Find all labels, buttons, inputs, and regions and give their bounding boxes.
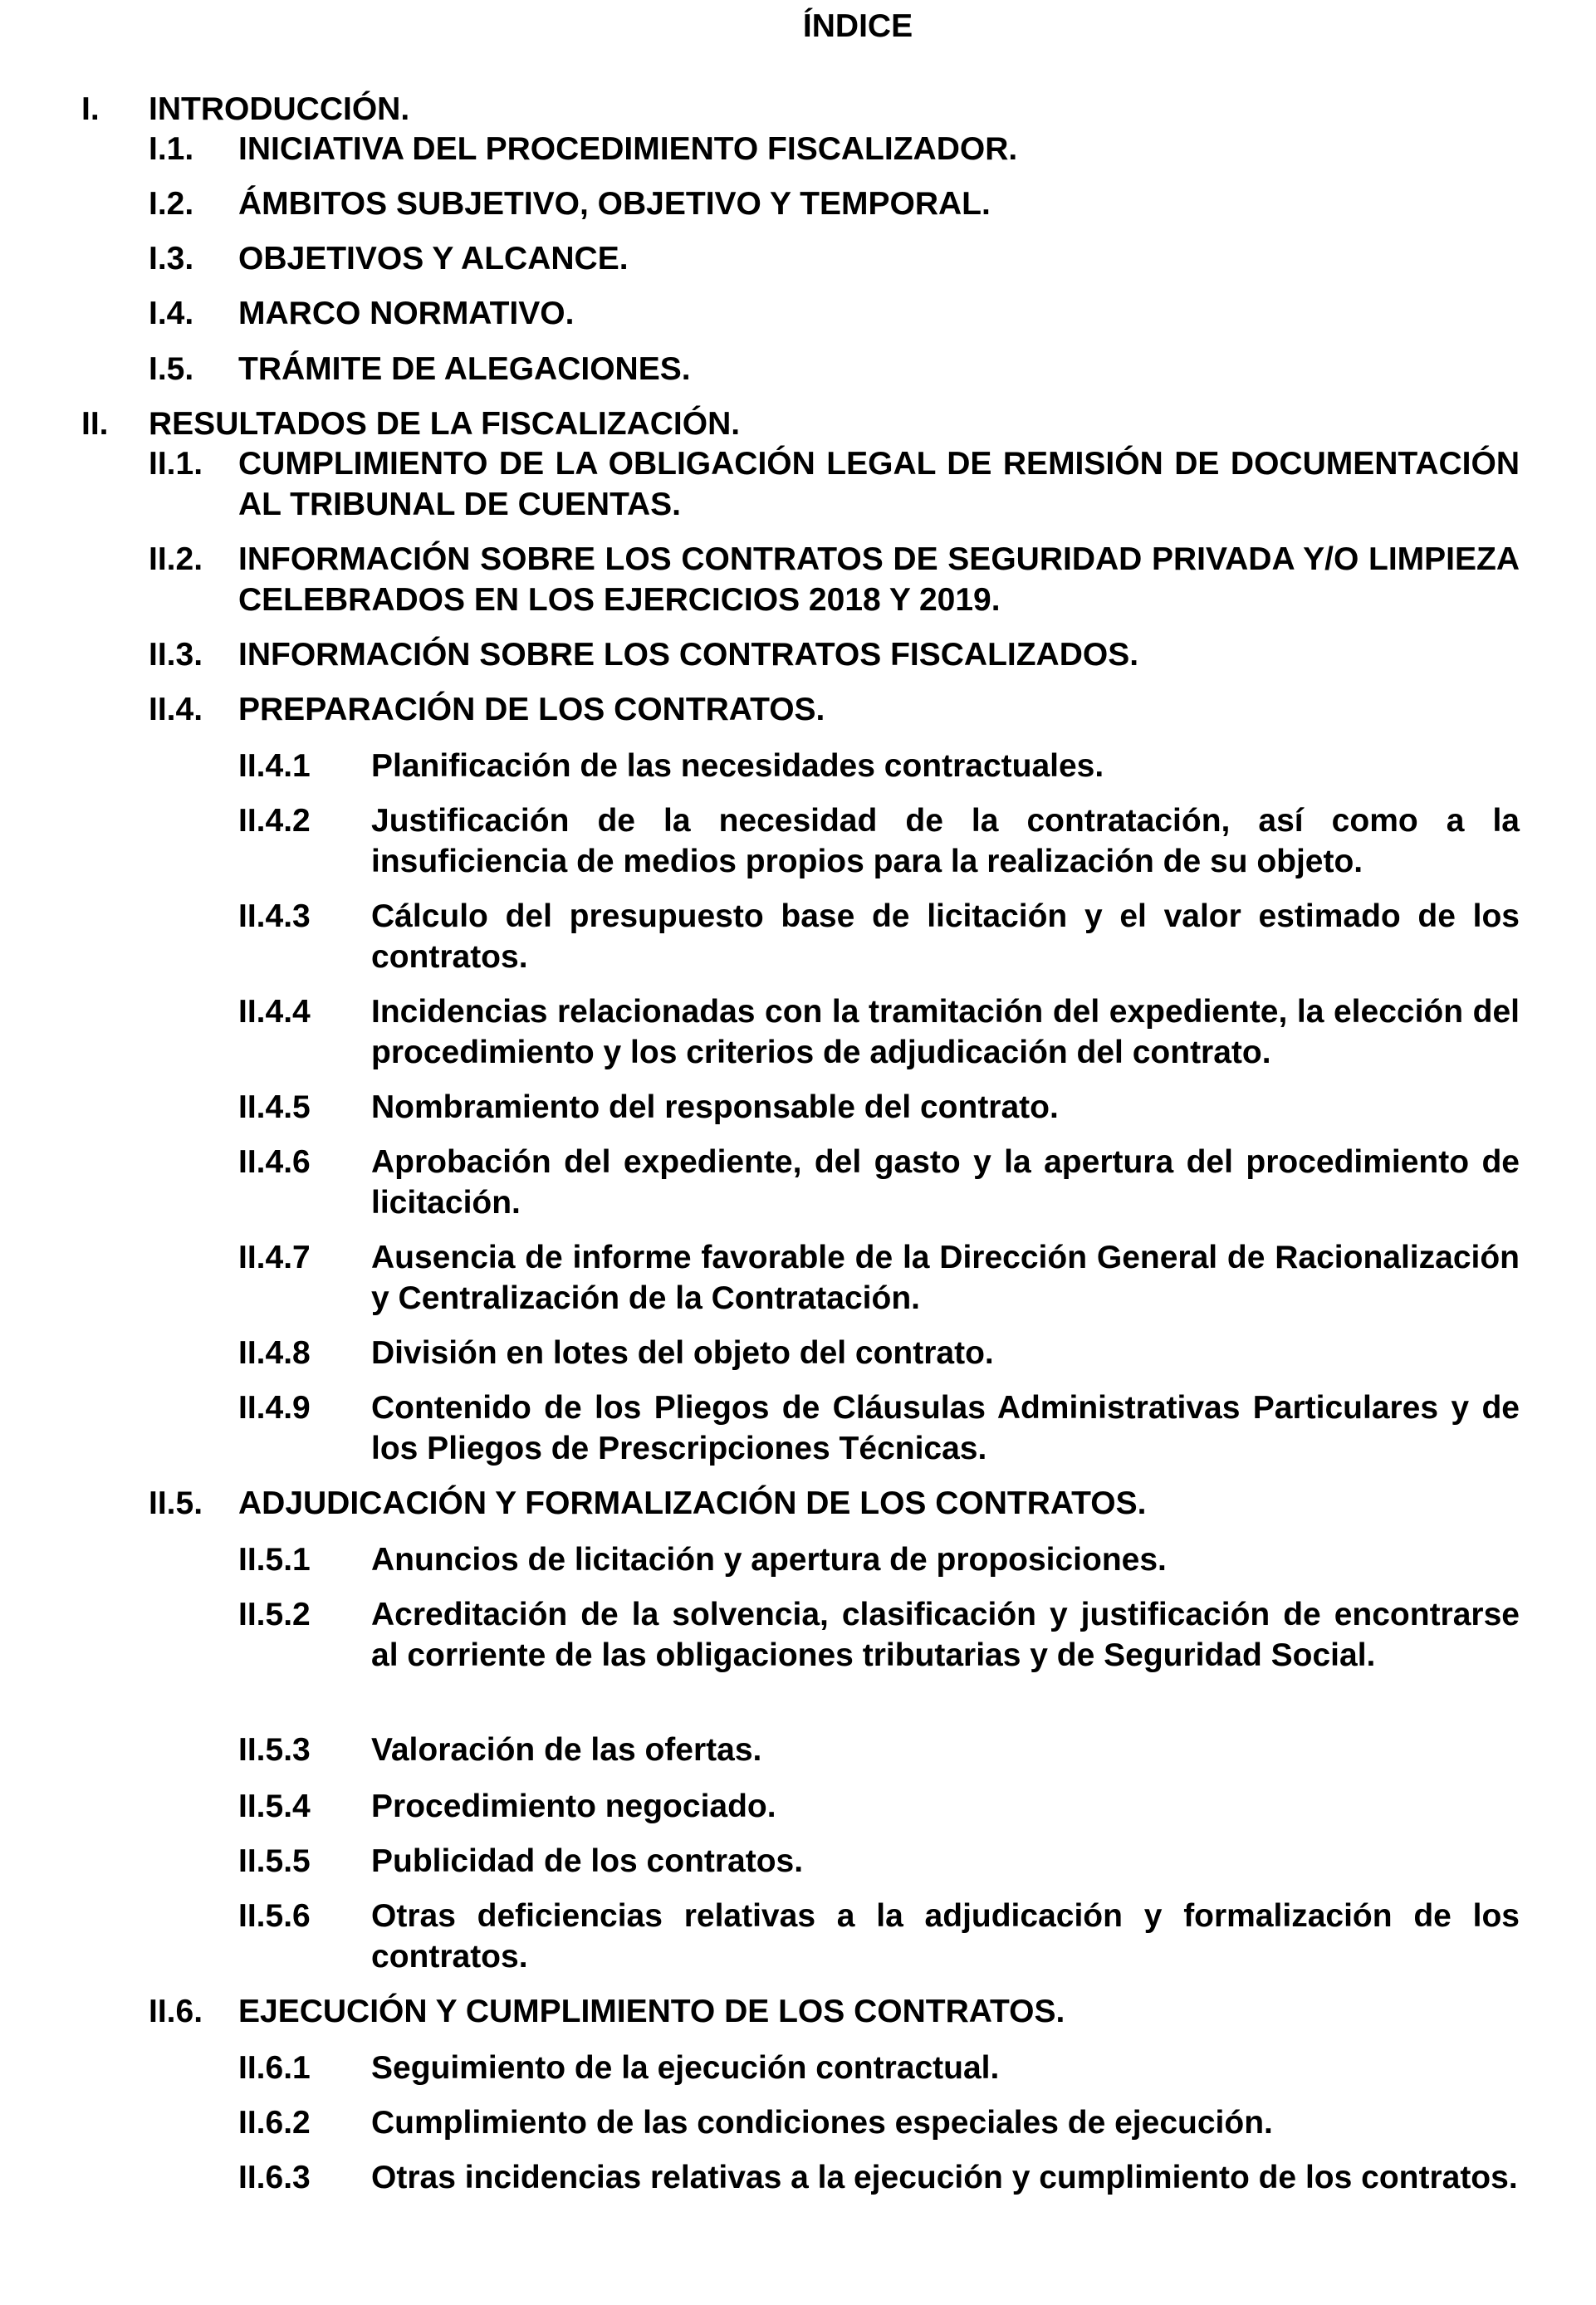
- toc-number: II.3.: [149, 637, 203, 673]
- toc-entry: [238, 1237, 1520, 1319]
- toc-number: II.4.6: [238, 1144, 311, 1180]
- toc-number: II.4.3: [238, 898, 311, 934]
- toc-text: Publicidad de los contratos.: [371, 1843, 804, 1879]
- toc-entry: [149, 293, 1520, 334]
- toc-entry: [238, 2048, 1520, 2088]
- toc-number: II.4.8: [238, 1335, 311, 1371]
- toc-text: Valoración de las ofertas.: [371, 1732, 762, 1768]
- toc-number: II.1.: [149, 446, 203, 482]
- toc-number: II.5.2: [238, 1597, 311, 1632]
- toc-entry: [149, 1483, 1520, 1524]
- toc-text: División en lotes del objeto del contrato.: [371, 1335, 994, 1371]
- toc-number: II.4.5: [238, 1089, 311, 1125]
- toc-number: II.4.: [149, 692, 203, 727]
- toc-entry: [149, 238, 1520, 279]
- toc-number: I.2.: [149, 186, 194, 222]
- toc-text: Aprobación del expediente, del gasto y la apertura del procedimiento de licitación.: [371, 1144, 1520, 1221]
- toc-text: Cumplimiento de las condiciones especiales de ejecución.: [371, 2105, 1273, 2141]
- toc-entry: [238, 1087, 1520, 1128]
- toc-entry: [149, 539, 1520, 620]
- toc-number: II.: [81, 406, 109, 442]
- toc-number: II.4.4: [238, 994, 311, 1030]
- toc-text: Ausencia de informe favorable de la Dirección General de Racionalización y Centralización de la Contratación.: [371, 1240, 1520, 1316]
- toc-text: Anuncios de licitación y apertura de proposiciones.: [371, 1542, 1167, 1578]
- toc-text: CUMPLIMIENTO DE LA OBLIGACIÓN LEGAL DE REMISIÓN DE DOCUMENTACIÓN AL TRIBUNAL DE CUENTAS.: [238, 446, 1520, 522]
- toc-text: TRÁMITE DE ALEGACIONES.: [238, 351, 691, 387]
- toc-number: II.5.1: [238, 1542, 311, 1578]
- toc-number: II.5.4: [238, 1789, 311, 1824]
- toc-text: Incidencias relacionadas con la tramitación del expediente, la elección del procedimiento y los criterios de adjudicación del contrato.: [371, 994, 1520, 1070]
- toc-text: INFORMACIÓN SOBRE LOS CONTRATOS DE SEGURIDAD PRIVADA Y/O LIMPIEZA CELEBRADOS EN LOS EJERCICIOS 2018 Y 2019.: [238, 541, 1520, 618]
- toc-entry: [238, 1142, 1520, 1223]
- toc-number: II.5.3: [238, 1732, 311, 1768]
- toc-entry: [238, 1841, 1520, 1882]
- toc-text: INICIATIVA DEL PROCEDIMIENTO FISCALIZADOR.: [238, 131, 1018, 167]
- toc-entry: [238, 991, 1520, 1073]
- toc-entry: [149, 634, 1520, 675]
- toc-number: II.5.: [149, 1485, 203, 1521]
- toc-number: II.6.2: [238, 2105, 311, 2141]
- toc-text: Cálculo del presupuesto base de licitación y el valor estimado de los contratos.: [371, 898, 1520, 975]
- toc-text: OBJETIVOS Y ALCANCE.: [238, 241, 629, 277]
- toc-text: ADJUDICACIÓN Y FORMALIZACIÓN DE LOS CONTRATOS.: [238, 1485, 1147, 1521]
- toc-text: Otras incidencias relativas a la ejecución y cumplimiento de los contratos.: [371, 2160, 1518, 2195]
- toc-number: II.4.1: [238, 748, 311, 784]
- toc-number: II.4.2: [238, 803, 311, 839]
- toc-text: Otras deficiencias relativas a la adjudicación y formalización de los contratos.: [371, 1898, 1520, 1975]
- toc-text: INFORMACIÓN SOBRE LOS CONTRATOS FISCALIZADOS.: [238, 637, 1139, 673]
- toc-entry: [149, 689, 1520, 730]
- toc-text: Justificación de la necesidad de la contratación, así como a la insuficiencia de medios propios para la realización de su objeto.: [371, 803, 1520, 879]
- toc-number: I.4.: [149, 296, 194, 331]
- toc-text: INTRODUCCIÓN.: [149, 91, 410, 127]
- toc-entry: [238, 1786, 1520, 1827]
- toc-entry: [238, 800, 1520, 882]
- toc-entry: [149, 129, 1520, 169]
- toc-text: ÁMBITOS SUBJETIVO, OBJETIVO Y TEMPORAL.: [238, 186, 991, 222]
- toc-entry: [81, 404, 1520, 444]
- toc-number: II.5.5: [238, 1843, 311, 1879]
- toc-entry: [149, 184, 1520, 224]
- toc-entry: [149, 443, 1520, 525]
- toc-entry: [149, 349, 1520, 389]
- toc-number: I.: [81, 91, 100, 127]
- toc-text: RESULTADOS DE LA FISCALIZACIÓN.: [149, 406, 741, 442]
- toc-entry: [238, 1333, 1520, 1373]
- toc-text: Procedimiento negociado.: [371, 1789, 776, 1824]
- toc-entry: [238, 1539, 1520, 1580]
- toc-text: PREPARACIÓN DE LOS CONTRATOS.: [238, 692, 825, 727]
- toc-number: I.1.: [149, 131, 194, 167]
- toc-number: II.4.7: [238, 1240, 311, 1275]
- toc-number: II.6.1: [238, 2050, 311, 2086]
- toc-number: II.6.3: [238, 2160, 311, 2195]
- toc-number: II.4.9: [238, 1390, 311, 1426]
- toc-number: II.6.: [149, 1994, 203, 2029]
- toc-number: II.5.6: [238, 1898, 311, 1934]
- toc-number: II.2.: [149, 541, 203, 577]
- toc-text: Planificación de las necesidades contractuales.: [371, 748, 1104, 784]
- toc-entry: [238, 1387, 1520, 1469]
- toc-text: Acreditación de la solvencia, clasificación y justificación de encontrarse al corriente de las obligaciones tributarias y de Seguridad Social.: [371, 1597, 1520, 1673]
- toc-text: Nombramiento del responsable del contrato.: [371, 1089, 1059, 1125]
- toc-entry: [238, 1594, 1520, 1676]
- toc-entry: [238, 1730, 1520, 1770]
- toc-text: Seguimiento de la ejecución contractual.: [371, 2050, 1000, 2086]
- toc-entry: [238, 1896, 1520, 1977]
- toc-entry: [238, 2102, 1520, 2143]
- toc-number: I.3.: [149, 241, 194, 277]
- toc-text: MARCO NORMATIVO.: [238, 296, 575, 331]
- toc-number: I.5.: [149, 351, 194, 387]
- toc-entry: [81, 89, 1520, 130]
- toc-entry: [238, 746, 1520, 786]
- toc-text: EJECUCIÓN Y CUMPLIMIENTO DE LOS CONTRATOS.: [238, 1994, 1065, 2029]
- toc-entry: [238, 896, 1520, 977]
- toc-entry: [238, 2157, 1520, 2198]
- page-title: ÍNDICE: [802, 8, 913, 44]
- toc-entry: [149, 1991, 1520, 2032]
- toc-text: Contenido de los Pliegos de Cláusulas Administrativas Particulares y de los Pliegos de Prescripciones Técnicas.: [371, 1390, 1520, 1466]
